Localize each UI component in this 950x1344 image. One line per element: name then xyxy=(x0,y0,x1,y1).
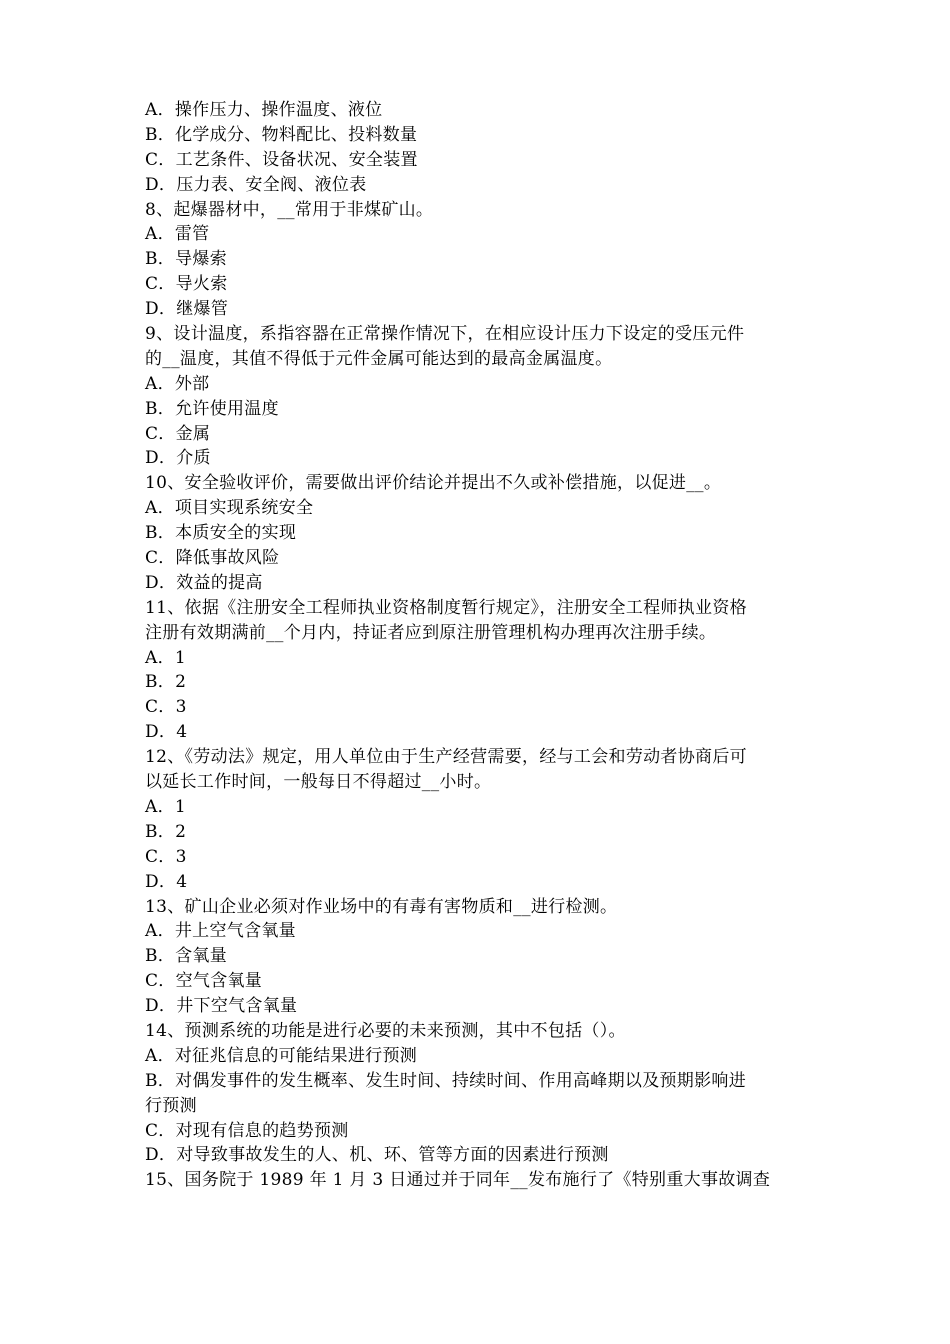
answer-option-line: B．2 xyxy=(145,672,187,693)
answer-option-line: D．4 xyxy=(145,871,188,892)
question-text-line: 12、《劳动法》规定，用人单位由于生产经营需要，经与工会和劳动者协商后可 xyxy=(145,747,747,768)
answer-option-line: A．井上空气含氧量 xyxy=(145,921,296,942)
answer-option-line: A．对征兆信息的可能结果进行预测 xyxy=(145,1045,418,1066)
answer-option-line: B．导爆索 xyxy=(145,249,227,270)
answer-option-line: C．对现有信息的趋势预测 xyxy=(145,1120,349,1141)
question-text-line: 以延长工作时间，一般每日不得超过__小时。 xyxy=(145,772,492,793)
question-text-line: 注册有效期满前__个月内，持证者应到原注册管理机构办理再次注册手续。 xyxy=(145,622,717,643)
answer-option-line: C．工艺条件、设备状况、安全装置 xyxy=(145,149,418,170)
question-text-line: 8、起爆器材中，__常用于非煤矿山。 xyxy=(145,199,434,220)
answer-option-line: D．介质 xyxy=(145,448,211,469)
answer-option-line: A．1 xyxy=(145,796,186,817)
answer-option-line: C．降低事故风险 xyxy=(145,548,280,569)
answer-option-line: C．金属 xyxy=(145,423,211,444)
question-text-line: 11、依据《注册安全工程师执业资格制度暂行规定》，注册安全工程师执业资格 xyxy=(145,597,747,618)
answer-option-line: B．本质安全的实现 xyxy=(145,523,297,544)
answer-option-line: B．允许使用温度 xyxy=(145,398,279,419)
answer-option-line: B．2 xyxy=(145,821,187,842)
question-text-line: 9、设计温度，系指容器在正常操作情况下，在相应设计压力下设定的受压元件 xyxy=(145,324,745,345)
answer-option-line: A．项目实现系统安全 xyxy=(145,498,314,519)
answer-option-line: A．外部 xyxy=(145,373,210,394)
question-text-line: 14、预测系统的功能是进行必要的未来预测，其中不包括（）。 xyxy=(145,1020,626,1041)
answer-option-line: B．对偶发事件的发生概率、发生时间、持续时间、作用高峰期以及预期影响进 xyxy=(145,1070,746,1091)
exam-question-text xyxy=(145,98,815,1193)
answer-option-line: C．3 xyxy=(145,846,187,867)
question-text-line: 的__温度，其值不得低于元件金属可能达到的最高金属温度。 xyxy=(145,348,613,369)
answer-option-line: C．导火索 xyxy=(145,274,228,295)
answer-option-line: D．继爆管 xyxy=(145,299,229,320)
answer-option-line: B．化学成分、物料配比、投料数量 xyxy=(145,124,418,145)
answer-option-line: D．效益的提高 xyxy=(145,572,263,593)
answer-option-line: C．空气含氧量 xyxy=(145,971,263,992)
answer-option-line: A．操作压力、操作温度、液位 xyxy=(145,100,383,120)
answer-option-line: B．含氧量 xyxy=(145,946,227,967)
question-text-line: 10、安全验收评价，需要做出评价结论并提出不久或补偿措施，以促进__。 xyxy=(145,473,722,494)
question-text-line: 13、矿山企业必须对作业场中的有毒有害物质和__进行检测。 xyxy=(145,896,618,917)
answer-option-line: A．1 xyxy=(145,647,186,668)
question-text-line: 15、国务院于 1989 年 1 月 3 日通过并于同年__发布施行了《特别重大事故调查 xyxy=(145,1170,771,1191)
answer-option-line: 行预测 xyxy=(145,1095,197,1116)
answer-option-line: D．4 xyxy=(145,722,188,743)
answer-option-line: A．雷管 xyxy=(145,224,210,245)
answer-option-line: C．3 xyxy=(145,697,187,718)
answer-option-line: D．压力表、安全阀、液位表 xyxy=(145,174,367,195)
answer-option-line: D．对导致事故发生的人、机、环、管等方面的因素进行预测 xyxy=(145,1145,609,1166)
answer-option-line: D．井下空气含氧量 xyxy=(145,996,298,1017)
